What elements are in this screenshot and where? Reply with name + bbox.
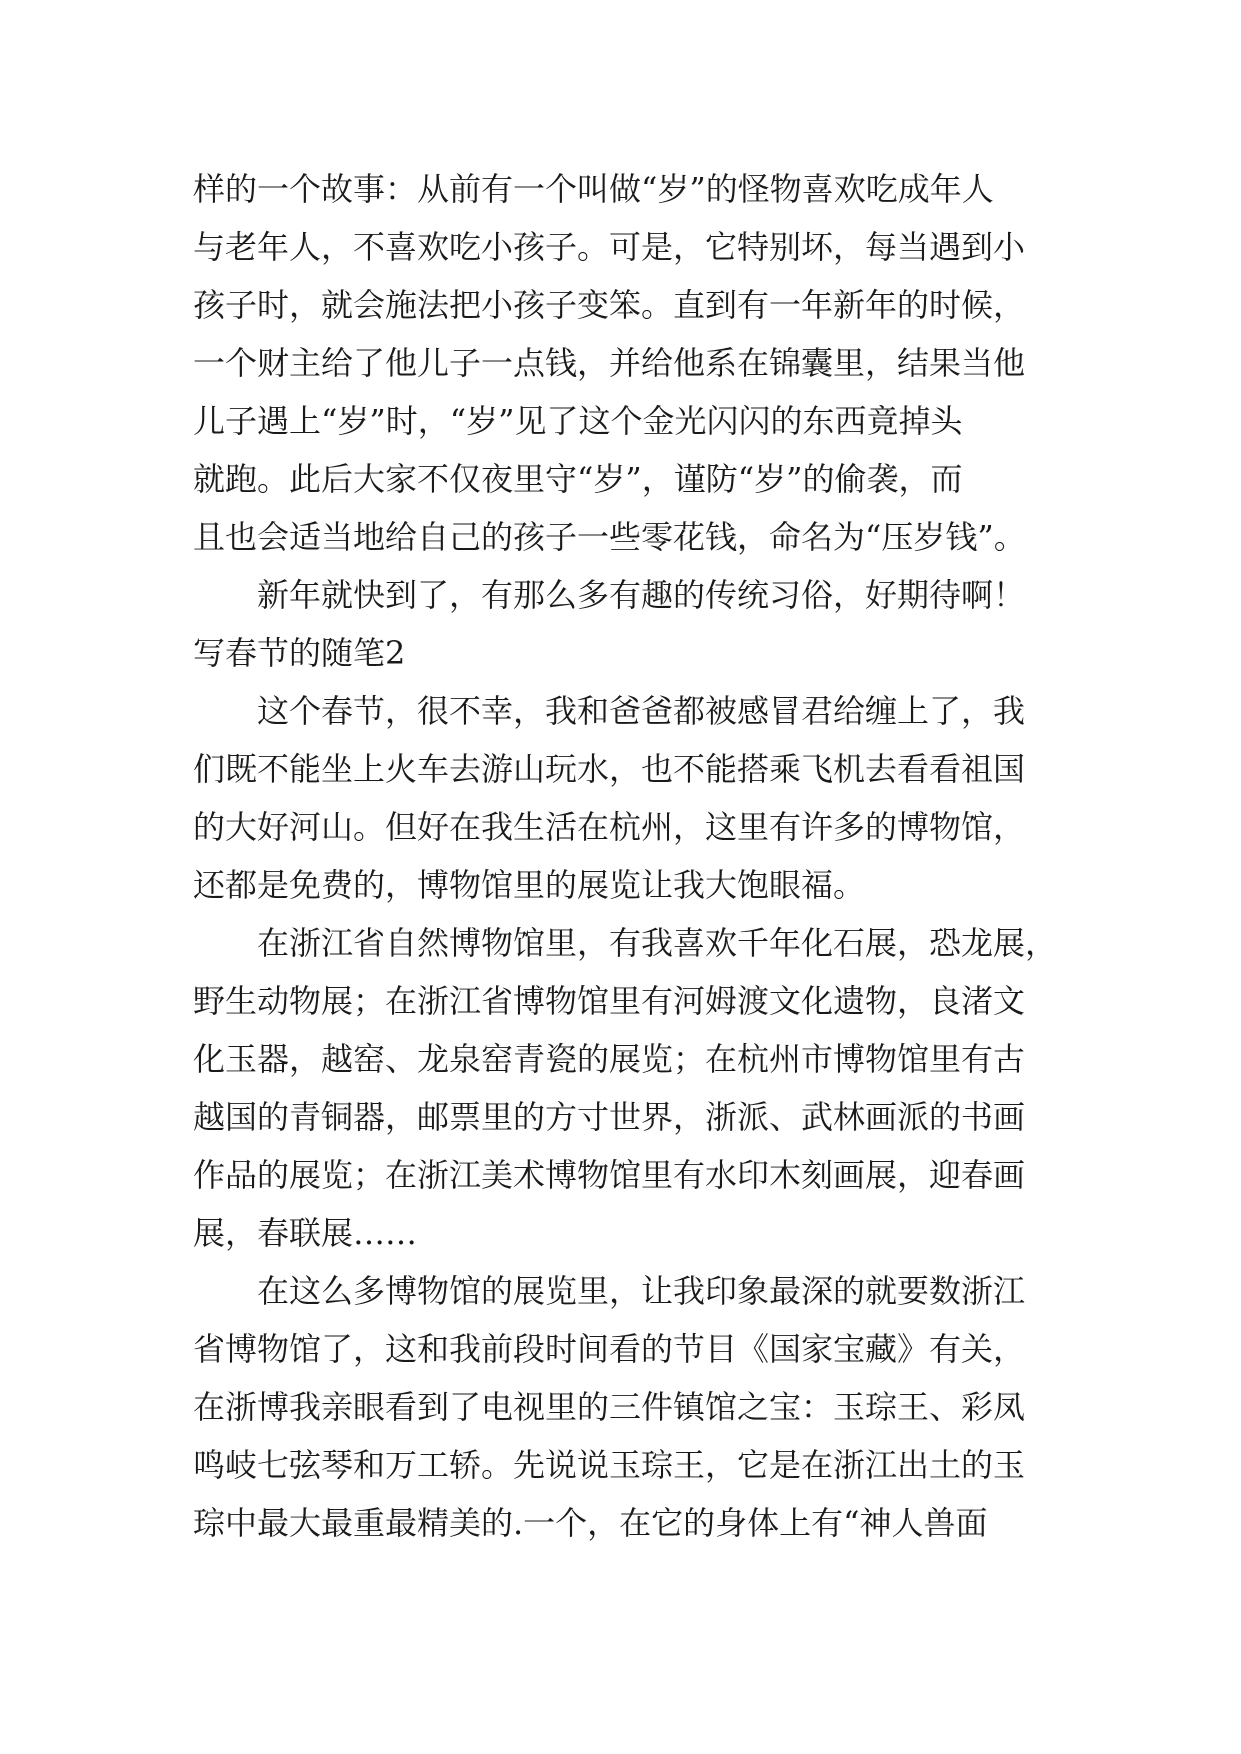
text-line: 的大好河山。但好在我生活在杭州，这里有许多的博物馆， [193,808,1026,846]
document-body [193,160,1073,1552]
text-line: 琮中最大最重最精美的.一个，在它的身体上有“神人兽面 [193,1504,988,1542]
text-line: 且也会适当地给自己的孩子一些零花钱，命名为“压岁钱”。 [193,518,1026,556]
paragraph-start-line: 在这么多博物馆的展览里，让我印象最深的就要数浙江 [257,1272,1026,1310]
text-line: 与老年人，不喜欢吃小孩子。可是，它特别坏，每当遇到小 [193,228,1026,266]
text-line: 孩子时，就会施法把小孩子变笨。直到有一年新年的时候， [193,286,1026,324]
text-line: 在浙博我亲眼看到了电视里的三件镇馆之宝：玉琮王、彩凤 [193,1388,1026,1426]
text-line: 野生动物展；在浙江省博物馆里有河姆渡文化遗物，良渚文 [193,982,1026,1020]
text-line: 作品的展览；在浙江美术博物馆里有水印木刻画展，迎春画 [193,1156,1026,1194]
text-line: 化玉器，越窑、龙泉窑青瓷的展览；在杭州市博物馆里有古 [193,1040,1026,1078]
text-line: 们既不能坐上火车去游山玩水，也不能搭乘飞机去看看祖国 [193,750,1026,788]
text-line: 鸣岐七弦琴和万工轿。先说说玉琮王，它是在浙江出土的玉 [193,1446,1026,1484]
paragraph-start-line: 在浙江省自然博物馆里，有我喜欢千年化石展，恐龙展， [257,924,1058,962]
paragraph-start-line: 新年就快到了，有那么多有趣的传统习俗，好期待啊！ [257,576,1026,614]
text-line: 省博物馆了，这和我前段时间看的节目《国家宝藏》有关， [193,1330,1026,1368]
text-line: 还都是免费的，博物馆里的展览让我大饱眼福。 [193,866,866,904]
text-line: 一个财主给了他儿子一点钱，并给他系在锦囊里，结果当他 [193,344,1026,382]
text-line: 就跑。此后大家不仅夜里守“岁”，谨防“岁”的偷袭，而 [193,460,963,498]
paragraph-start-line: 这个春节，很不幸，我和爸爸都被感冒君给缠上了，我 [257,692,1026,730]
text-line: 展，春联展…… [193,1214,418,1252]
section-heading: 写春节的随笔2 [193,634,406,672]
text-line: 儿子遇上“岁”时，“岁”见了这个金光闪闪的东西竟掉头 [193,402,963,440]
text-line: 越国的青铜器，邮票里的方寸世界，浙派、武林画派的书画 [193,1098,1026,1136]
text-line: 样的一个故事：从前有一个叫做“岁”的怪物喜欢吃成年人 [193,170,994,208]
